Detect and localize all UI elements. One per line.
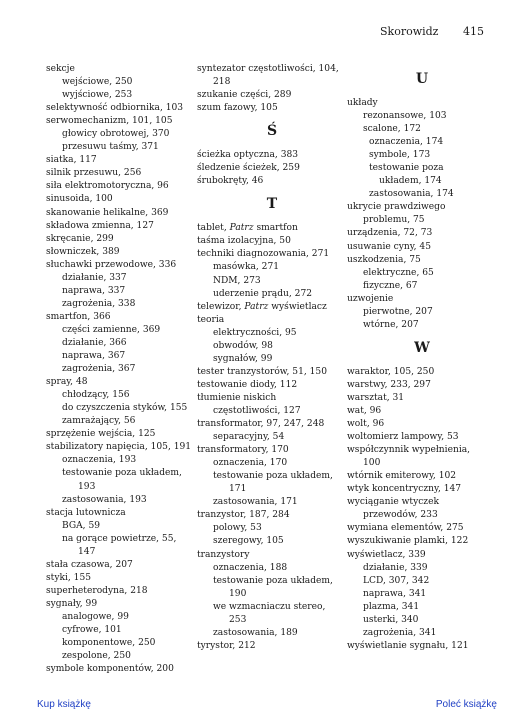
index-letter-heading: W [414,339,430,356]
index-subentry: symbole, 173 [369,150,431,161]
index-entry: silnik przesuwu, 256 [46,168,142,179]
index-subentry: separacyjny, 54 [213,432,285,443]
index-entry: transformatory, 170 [197,445,289,456]
index-column-3 [347,63,497,653]
index-subentry: polowy, 53 [213,523,262,534]
index-subentry: fizyczne, 67 [363,280,418,291]
recommend-book-link[interactable]: Poleć książkę [435,699,497,710]
index-column-2 [197,63,347,653]
index-subentry: części zamienne, 369 [62,324,161,335]
index-subentry: naprawa, 341 [363,588,427,599]
index-subentry: problemu, 75 [363,215,425,226]
index-subentry: zastosowania, 189 [213,627,298,638]
index-subentry: 171 [229,484,247,495]
index-subentry: wtórne, 207 [363,319,419,330]
index-entry: skanowanie helikalne, 369 [46,207,169,218]
index-subentry: 190 [229,588,247,599]
index-entry: techniki diagnozowania, 271 [197,249,330,260]
index-letter-heading: Ś [266,123,278,140]
index-entry: smartfon, 366 [46,311,111,322]
page-number: 415 [463,25,484,38]
index-subentry: uderzenie prądu, 272 [213,288,313,299]
index-subentry: działanie, 337 [62,272,127,283]
index-subentry: wejściowe, 250 [62,77,133,88]
index-entry: siła elektromotoryczna, 96 [46,181,169,192]
index-entry: współczynnik wypełnienia, [347,445,471,456]
index-entry: tranzystor, 187, 284 [197,510,290,521]
index-subentry: NDM, 273 [213,275,261,286]
index-entry: stała czasowa, 207 [46,559,133,570]
index-subentry: rezonansowe, 103 [363,111,447,122]
index-subentry: przewodów, 233 [363,510,438,521]
index-subentry: 253 [229,614,247,625]
index-entry: symbole komponentów, 200 [46,664,174,675]
index-entry: taśma izolacyjna, 50 [197,236,291,247]
index-entry: sprzężenie wejścia, 125 [46,429,156,440]
index-subentry: naprawa, 367 [62,351,126,362]
index-subentry: elektryczne, 65 [363,267,434,278]
index-subentry: do czyszczenia styków, 155 [62,403,188,414]
index-entry: stacja lutownicza [46,507,126,518]
index-entry: waraktor, 105, 250 [347,366,435,377]
index-subentry: cyfrowe, 101 [62,625,122,636]
index-subentry: głowicy obrotowej, 370 [62,129,170,140]
index-entry: ukrycie prawdziwego [347,202,446,213]
index-subentry: naprawa, 337 [62,285,126,296]
index-subentry: 193 [78,481,96,492]
index-entry: śledzenie ścieżek, 259 [197,163,300,174]
index-subentry: działanie, 366 [62,337,127,348]
index-entry: szukanie części, 289 [197,90,292,101]
index-entry: ścieżka optyczna, 383 [197,150,299,161]
index-subentry: zagrożenia, 367 [62,364,136,375]
index-entry: składowa zmienna, 127 [46,220,154,231]
index-letter-heading: U [415,71,429,87]
index-entry: uzwojenie [347,293,394,304]
index-subentry: analogowe, 99 [62,611,129,622]
index-subentry: komponentowe, 250 [62,638,156,649]
index-subentry: pierwotne, 207 [363,306,433,317]
index-entry: testowanie diody, 112 [197,379,298,390]
index-entry: wymiana elementów, 275 [347,523,464,534]
index-subentry: testowanie poza układem, [213,575,333,586]
index-subentry: 218 [213,77,231,88]
buy-book-link[interactable]: Kup książkę [37,699,91,710]
index-subentry: zagrożenia, 338 [62,298,136,309]
index-subentry: testowanie poza [369,163,444,174]
index-entry: woltomierz lampowy, 53 [347,432,459,443]
index-subentry: zespolone, 250 [62,651,131,662]
index-column-1 [46,63,196,676]
index-entry: skręcanie, 299 [46,233,114,244]
index-entry: słowniczek, 389 [46,246,120,257]
index-entry: słuchawki przewodowe, 336 [46,259,177,270]
index-entry: śrubokręty, 46 [197,176,264,187]
index-entry: wyciąganie wtyczek [347,497,439,508]
index-entry: tablet, Patrz smartfon [197,223,298,234]
index-subentry: testowanie poza układem, [62,468,182,479]
index-entry: serwomechanizm, 101, 105 [46,116,173,127]
index-entry: stabilizatory napięcia, 105, 191 [46,442,192,453]
index-subentry: częstotliwości, 127 [213,405,301,416]
index-entry: wyświetlanie sygnału, 121 [347,640,469,651]
index-entry: spray, 48 [46,377,88,388]
index-entry: sinusoida, 100 [46,194,113,205]
index-entry: transformator, 97, 247, 248 [197,419,325,430]
index-subentry: LCD, 307, 342 [363,575,430,586]
index-subentry: sygnałów, 99 [213,353,273,364]
index-entry: styki, 155 [46,572,92,583]
index-subentry: oznaczenia, 174 [369,137,444,148]
index-subentry: zastosowania, 193 [62,494,147,505]
index-entry: wtyk koncentryczny, 147 [347,484,462,495]
index-entry: wat, 96 [347,405,382,416]
index-subentry: działanie, 339 [363,562,428,573]
index-entry: selektywność odbiornika, 103 [46,103,184,114]
index-entry: tester tranzystorów, 51, 150 [197,366,327,377]
index-entry: teoria [197,314,225,325]
index-entry: urządzenia, 72, 73 [347,228,433,239]
index-subentry: układem, 174 [379,176,442,187]
index-entry: usuwanie cyny, 45 [347,241,431,252]
index-entry: tranzystory [197,549,250,560]
index-letter-heading: T [266,196,278,213]
index-entry: tyrystor, 212 [197,640,256,651]
index-subentry: plazma, 341 [363,601,420,612]
index-entry: tłumienie niskich [197,392,277,403]
index-subentry: usterki, 340 [363,614,419,625]
index-entry: wtórnik emiterowy, 102 [347,471,457,482]
index-subentry: 100 [363,458,381,469]
index-entry: sygnały, 99 [46,598,98,609]
index-subentry: na gorące powietrze, 55, [62,533,177,544]
index-entry: warstwy, 233, 297 [347,379,431,390]
index-entry: wolt, 96 [347,419,385,430]
index-subentry: szeregowy, 105 [213,536,284,547]
index-entry: szum fazowy, 105 [197,103,278,114]
index-subentry: zagrożenia, 341 [363,627,437,638]
running-header-title: Skorowidz [380,25,439,38]
index-entry: wyszukiwanie plamki, 122 [347,536,469,547]
index-subentry: elektryczności, 95 [213,327,297,338]
index-subentry: oznaczenia, 188 [213,562,288,573]
index-subentry: obwodów, 98 [213,340,273,351]
index-subentry: wyjściowe, 253 [62,90,133,101]
index-subentry: zamrażający, 56 [62,416,136,427]
index-entry: telewizor, Patrz wyświetlacz [197,301,327,312]
index-entry: syntezator częstotliwości, 104, [197,64,339,74]
index-entry: siatka, 117 [46,155,97,166]
index-subentry: we wzmacniaczu stereo, [213,601,326,612]
index-subentry: zastosowania, 174 [369,189,454,200]
index-subentry: oznaczenia, 170 [213,458,288,469]
index-subentry: chłodzący, 156 [62,390,130,401]
index-subentry: przesuwu taśmy, 371 [62,142,159,153]
index-subentry: 147 [78,546,96,557]
index-entry: superheterodyna, 218 [46,585,148,596]
index-entry: wyświetlacz, 339 [347,549,426,560]
index-subentry: oznaczenia, 193 [62,455,137,466]
index-subentry: BGA, 59 [62,520,101,531]
index-subentry: masówka, 271 [213,262,280,273]
index-entry: warsztat, 31 [347,392,405,403]
index-subentry: testowanie poza układem, [213,471,333,482]
index-entry: uszkodzenia, 75 [347,254,421,265]
index-entry: sekcje [46,64,75,74]
index-subentry: zastosowania, 171 [213,497,298,508]
index-entry: układy [347,98,378,108]
index-subentry: scalone, 172 [363,124,421,135]
